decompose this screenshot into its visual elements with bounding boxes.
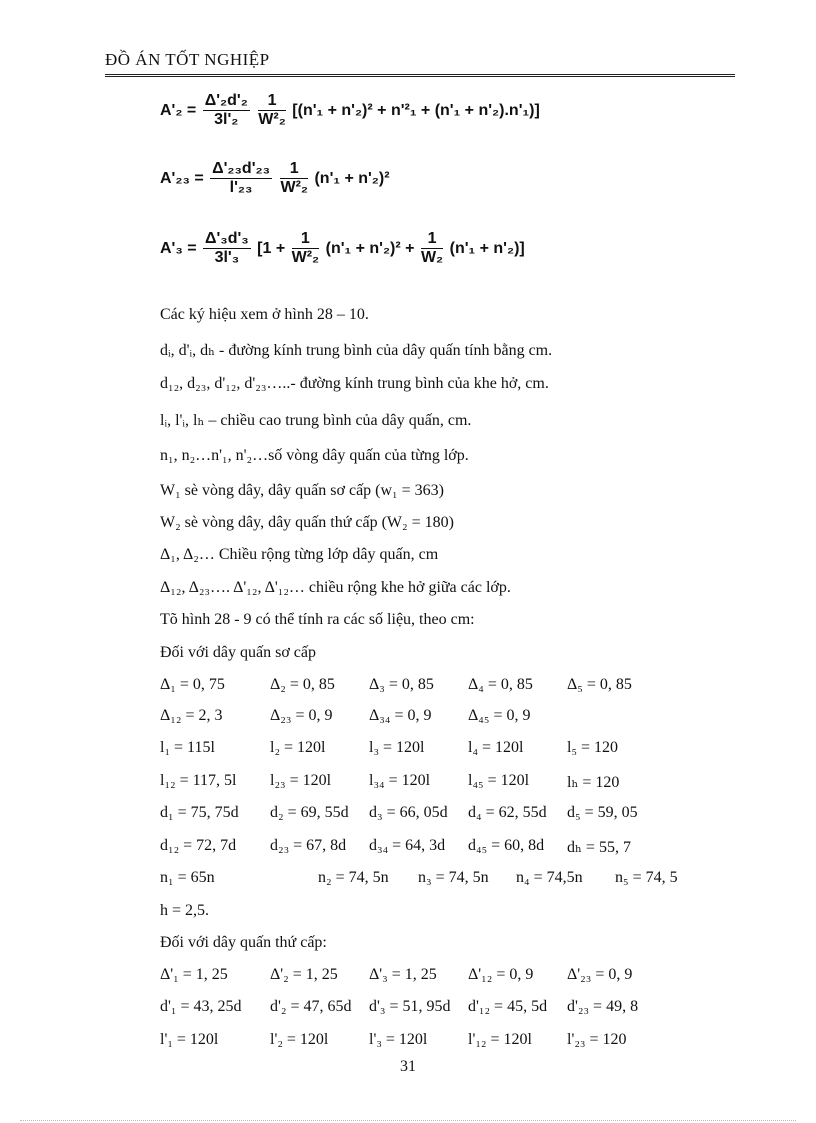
- formula-a23-numerator-1: Δ'₂₃d'₂₃: [212, 160, 271, 177]
- table-cell: l'₃ = 120l: [369, 1031, 428, 1048]
- table-cell: l₂ = 120l: [270, 739, 326, 756]
- formula-a23-rest: (n'₁ + n'₂)²: [314, 169, 390, 187]
- text-line: dᵢ, d'ᵢ, dₕ - đường kính trung bình của dây quấn tính bằng cm.: [160, 342, 553, 359]
- table-cell: l₅ = 120: [567, 739, 619, 756]
- table-cell: Δ₄₅ = 0, 9: [468, 707, 531, 724]
- table-cell: l₁₂ = 117, 5l: [160, 772, 237, 789]
- formula-a2-denominator-1: 3l'₂: [214, 111, 239, 128]
- formula-a3-fraction-2: [290, 230, 322, 267]
- table-cell: n₁ = 65n: [160, 869, 215, 886]
- table-cell: n₄ = 74,5n: [516, 869, 583, 886]
- text-line: d₁₂, d₂₃, d'₁₂, d'₂₃…..- đường kính trung bình của khe hở, cm.: [160, 375, 549, 392]
- table-cell: l'₁ = 120l: [160, 1031, 219, 1048]
- formula-a3-denominator-3: W₂: [420, 249, 444, 266]
- table-cell: l₁ = 115l: [160, 739, 215, 756]
- table-cell: Δ'₃ = 1, 25: [369, 966, 437, 983]
- formula-a2-lhs: A'₂ =: [160, 101, 197, 119]
- text-line: W₁ sè vòng dây, dây quấn sơ cấp (w₁ = 363): [160, 482, 444, 499]
- table-cell: Δ₂₃ = 0, 9: [270, 707, 333, 724]
- table-cell: d₅ = 59, 05: [567, 804, 638, 821]
- section-heading-secondary: Đối với dây quấn thứ cấp:: [160, 934, 327, 951]
- formula-a3-numerator-1: Δ'₃d'₃: [205, 230, 249, 247]
- formula-a3-rest-3: (n'₁ + n'₂)]: [449, 239, 525, 257]
- text-line: Δ₁₂, Δ₂₃…. Δ'₁₂, Δ'₁₂… chiều rộng khe hở giữa các lớp.: [160, 579, 511, 596]
- table-cell: l'₁₂ = 120l: [468, 1031, 532, 1048]
- table-cell: l'₂ = 120l: [270, 1031, 329, 1048]
- table-cell: d₂₃ = 67, 8d: [270, 837, 347, 854]
- formula-a3-denominator-1: 3l'₃: [214, 249, 240, 266]
- formula-a2-denominator-2: W²₂: [258, 111, 286, 128]
- table-cell: Δ₃ = 0, 85: [369, 676, 434, 693]
- table-cell: Δ₁₂ = 2, 3: [160, 707, 223, 724]
- formula-a23: [160, 160, 390, 197]
- formula-a23-denominator-2: W²₂: [280, 179, 309, 196]
- text-line: W₂ sè vòng dây, dây quấn thứ cấp (W₂ = 180): [160, 514, 454, 531]
- formula-a2-fraction-2: [256, 92, 288, 129]
- table-cell: d₃ = 66, 05d: [369, 804, 448, 821]
- text-line: lᵢ, l'ᵢ, lₕ – chiều cao trung bình của dây quấn, cm.: [160, 412, 472, 429]
- formula-a3-numerator-2: 1: [292, 230, 320, 249]
- text-line: Δ₁, Δ₂… Chiều rộng từng lớp dây quấn, cm: [160, 546, 439, 563]
- table-cell: Δ₅ = 0, 85: [567, 676, 632, 693]
- table-cell: Δ'₁ = 1, 25: [160, 966, 228, 983]
- bottom-divider: [20, 1120, 796, 1121]
- formula-a3-denominator-2: W²₂: [291, 249, 320, 266]
- table-cell: d'₁₂ = 45, 5d: [468, 998, 548, 1015]
- formula-a23-fraction-1: [208, 160, 274, 197]
- header-title: ĐỒ ÁN TỐT NGHIỆP: [105, 50, 270, 69]
- table-cell: n₅ = 74, 5: [615, 869, 678, 886]
- table-cell: Δ₂ = 0, 85: [270, 676, 335, 693]
- table-cell: n₂ = 74, 5n: [318, 869, 389, 886]
- table-cell: d'₂₃ = 49, 8: [567, 998, 639, 1015]
- table-cell: l₃₄ = 120l: [369, 772, 431, 789]
- text-line: Các ký hiệu xem ở hình 28 – 10.: [160, 306, 369, 323]
- h-value: h = 2,5.: [160, 902, 210, 919]
- formula-a3-fraction-3: [419, 230, 445, 267]
- formula-a3-rest-1: [1 +: [257, 239, 286, 257]
- formula-a3: [160, 230, 525, 267]
- table-cell: Δ'₂ = 1, 25: [270, 966, 338, 983]
- table-cell: Δ'₁₂ = 0, 9: [468, 966, 534, 983]
- formula-a23-fraction-2: [278, 160, 310, 197]
- table-cell: d'₂ = 47, 65d: [270, 998, 352, 1015]
- section-heading-primary: Đối với dây quấn sơ cấp: [160, 644, 316, 661]
- table-cell: l₃ = 120l: [369, 739, 425, 756]
- table-cell: d₄ = 62, 55d: [468, 804, 547, 821]
- table-cell: d₁₂ = 72, 7d: [160, 837, 237, 854]
- formula-a3-fraction-1: [201, 230, 253, 267]
- formula-a23-lhs: A'₂₃ =: [160, 169, 204, 187]
- table-cell: Δ₄ = 0, 85: [468, 676, 533, 693]
- formula-a3-rest-2: (n'₁ + n'₂)² +: [325, 239, 415, 257]
- table-cell: Δ₃₄ = 0, 9: [369, 707, 432, 724]
- formula-a23-denominator-1: l'₂₃: [229, 179, 253, 196]
- table-cell: Δ'₂₃ = 0, 9: [567, 966, 633, 983]
- table-cell: l'₂₃ = 120: [567, 1031, 627, 1048]
- table-cell: d₂ = 69, 55d: [270, 804, 349, 821]
- formula-a3-lhs: A'₃ =: [160, 239, 197, 257]
- page-header: [105, 50, 735, 77]
- formula-a2: [160, 92, 540, 129]
- table-cell: dₕ = 55, 7: [567, 839, 631, 856]
- formula-a2-rest: [(n'₁ + n'₂)² + n'²₁ + (n'₁ + n'₂).n'₁)]: [292, 101, 540, 119]
- table-cell: Δ₁ = 0, 75: [160, 676, 225, 693]
- page-number: 31: [400, 1058, 416, 1075]
- text-line: n₁, n₂…n'₁, n'₂…số vòng dây quấn của từng lớp.: [160, 447, 469, 464]
- table-cell: d'₃ = 51, 95d: [369, 998, 451, 1015]
- formula-a2-numerator-2: 1: [258, 92, 286, 111]
- text-line: Tõ hình 28 - 9 có thể tính ra các số liệu, theo cm:: [160, 611, 475, 628]
- table-cell: l₄ = 120l: [468, 739, 524, 756]
- table-cell: l₂₃ = 120l: [270, 772, 332, 789]
- table-cell: d₄₅ = 60, 8d: [468, 837, 545, 854]
- table-cell: n₃ = 74, 5n: [418, 869, 489, 886]
- table-cell: d'₁ = 43, 25d: [160, 998, 242, 1015]
- table-cell: d₃₄ = 64, 3d: [369, 837, 446, 854]
- formula-a2-fraction-1: [201, 92, 252, 129]
- formula-a23-numerator-2: 1: [280, 160, 308, 179]
- table-cell: l₄₅ = 120l: [468, 772, 530, 789]
- formula-a2-numerator-1: Δ'₂d'₂: [204, 92, 248, 109]
- formula-a3-numerator-3: 1: [421, 230, 443, 249]
- table-cell: d₁ = 75, 75d: [160, 804, 239, 821]
- table-cell: lₕ = 120: [567, 774, 620, 791]
